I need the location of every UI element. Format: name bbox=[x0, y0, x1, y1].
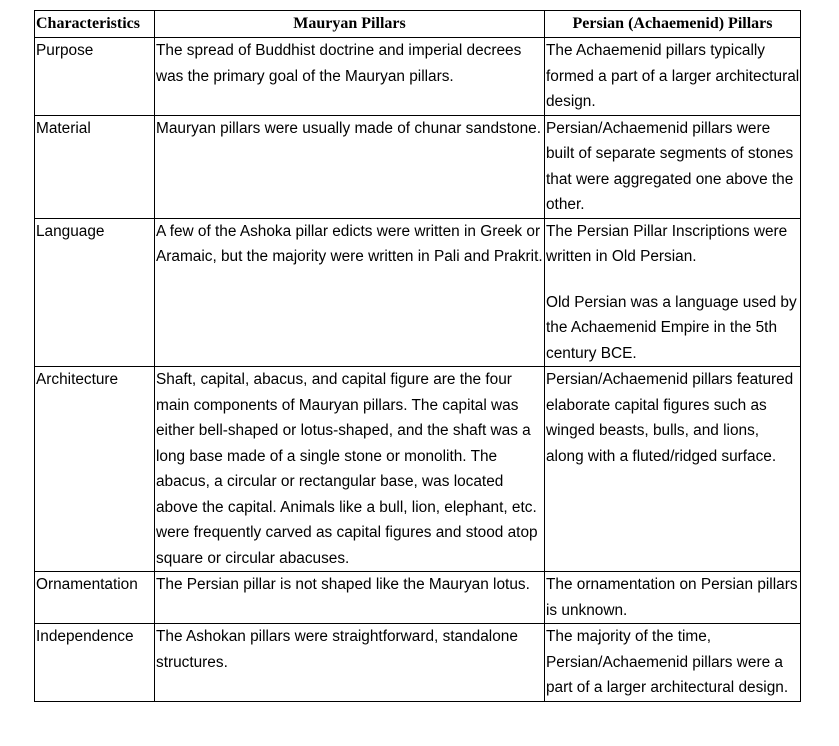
table-row bbox=[35, 115, 801, 218]
cell-mauryan bbox=[155, 367, 545, 572]
cell-persian bbox=[545, 38, 801, 116]
cell-mauryan-paragraph: The Ashokan pillars were straightforward, standalone structures. bbox=[156, 628, 518, 671]
cell-mauryan-paragraph: A few of the Ashoka pillar edicts were written in Greek or Aramaic, but the majority were written in Pali and Prakrit. bbox=[156, 222, 543, 265]
cell-mauryan-paragraph: Mauryan pillars were usually made of chunar sandstone. bbox=[156, 119, 541, 137]
header-mauryan: Mauryan Pillars bbox=[155, 11, 545, 38]
cell-mauryan-paragraph: The Persian pillar is not shaped like the Mauryan lotus. bbox=[156, 576, 530, 593]
cell-characteristic: Architecture bbox=[35, 367, 155, 572]
cell-persian-paragraph: The majority of the time, Persian/Achaemenid pillars were a part of a larger architectural design. bbox=[546, 628, 789, 696]
cell-characteristic: Material bbox=[35, 115, 155, 218]
table-body bbox=[35, 38, 801, 702]
cell-mauryan bbox=[155, 218, 545, 367]
table-row bbox=[35, 572, 801, 624]
cell-persian-paragraph: The Persian Pillar Inscriptions were written in Old Persian. bbox=[546, 222, 788, 265]
cell-persian bbox=[545, 572, 801, 624]
cell-characteristic: Purpose bbox=[35, 38, 155, 116]
table-row bbox=[35, 38, 801, 116]
comparison-table bbox=[34, 10, 801, 702]
cell-persian bbox=[545, 115, 801, 218]
table-row bbox=[35, 624, 801, 702]
cell-mauryan bbox=[155, 38, 545, 116]
header-persian: Persian (Achaemenid) Pillars bbox=[545, 11, 801, 38]
header-characteristics: Characteristics bbox=[35, 11, 155, 38]
cell-mauryan-paragraph: Shaft, capital, abacus, and capital figure are the four main components of Mauryan pillars. The capital was either bell-shaped or lotus-shaped, and the shaft was a long base made of a single stone or monolith. The abacus, a circular or rectangular base, was located above the capital. Animals like a bull, lion, elephant, etc. were frequently carved as capital figures and stood atop square or circular abacuses. bbox=[156, 371, 538, 567]
cell-persian-paragraph: Persian/Achaemenid pillars were built of separate segments of stones that were aggregated one above the other. bbox=[546, 119, 794, 213]
cell-persian-paragraph: Old Persian was a language used by the Achaemenid Empire in the 5th century BCE. bbox=[546, 293, 797, 362]
cell-mauryan bbox=[155, 572, 545, 624]
cell-persian-paragraph: The ornamentation on Persian pillars is unknown. bbox=[546, 576, 798, 619]
cell-characteristic: Independence bbox=[35, 624, 155, 702]
cell-characteristic: Language bbox=[35, 218, 155, 367]
cell-persian bbox=[545, 624, 801, 702]
table-row bbox=[35, 367, 801, 572]
cell-mauryan bbox=[155, 624, 545, 702]
cell-characteristic: Ornamentation bbox=[35, 572, 155, 624]
cell-persian bbox=[545, 367, 801, 572]
cell-mauryan-paragraph: The spread of Buddhist doctrine and imperial decrees was the primary goal of the Mauryan pillars. bbox=[156, 42, 522, 85]
cell-mauryan bbox=[155, 115, 545, 218]
cell-persian bbox=[545, 218, 801, 367]
cell-persian-paragraph: Persian/Achaemenid pillars featured elaborate capital figures such as winged beasts, bulls, and lions, along with a fluted/ridged surface. bbox=[546, 371, 794, 465]
cell-persian-paragraph: The Achaemenid pillars typically formed a part of a larger architectural design. bbox=[546, 42, 800, 110]
table-row bbox=[35, 218, 801, 367]
header-row bbox=[35, 11, 801, 38]
